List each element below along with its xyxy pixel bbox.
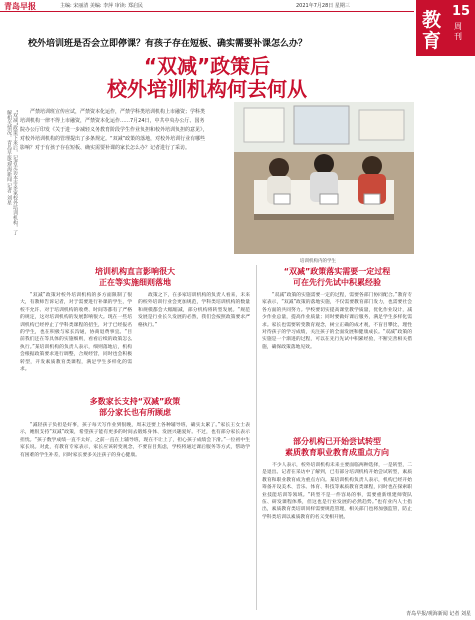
section2-body	[20, 422, 250, 608]
right-heading2-line1: 部分机构已开始尝试转型	[293, 437, 381, 446]
footer-credit: 青岛早报/观海新闻 记者 刘星	[406, 611, 471, 617]
section1-body	[20, 292, 132, 390]
section1-heading-line2: 正在等实施细则落地	[99, 278, 171, 287]
column-rule	[256, 265, 257, 610]
section-badge	[416, 0, 475, 56]
right-paragraph2: 不少人表示，校外培训机构未来主要面临两种选择，一是转型，二是退出。记者在采访中了解到，已有部分培训机构开始尝试转型，素质教育和职业教育成为重点方向。某培训机构负责人表示，机构已经开始筹备开设美术、音乐、体育、科技等素质教育类课程，同时也在探索职业技能培训等领域。“转型不是一件容易的事，需要重新组建师资队伍、研发课程体系，但这也是行业发展的必然趋势。”也有业内人士指出，素质教育类培训同样需要规范管理，相关部门也将加强监管，防止学科类培训以素质教育的名义变相开展。	[262, 463, 412, 520]
right-paragraph1: “双减”政策的实施需要一定的过程，需要各部门协同配合。”教育专家表示，“双减”政策的落地实施，不仅需要教育部门发力，也需要社会各方面的共同努力。学校要切实提高课堂教学质量，优化作业设计，减少作业总量，提高作业质量；同时要做好课后服务，满足学生多样化需求。家长也需要转变教育观念，树立正确的成才观，不盲目攀比，理性对待孩子的学习成绩，关注孩子的全面发展和健康成长。“双减”政策的实施是一个渐进的过程，可以在先行先试中积累经验，不断完善相关措施，确保政策落地见效。	[262, 293, 412, 350]
right-heading2-line2: 素质教育职业教育成重点方向	[285, 448, 389, 457]
section2-heading-line1: 多数家长支持“双减”政策	[89, 397, 181, 406]
classroom-photo	[234, 102, 414, 254]
issue-date: 2021年7月28日 星期三	[296, 3, 350, 9]
lead-paragraph: 严禁培训班宣传应试，严禁资本化运作，严禁学科类培训机构上市融资；学科类培训机构一律不得上市融资，严禁资本化运作……7月24日，中共中央办公厅、国务院办公厅印发《关于进一步减轻义务教育阶段学生作业负担和校外培训负担的意见》，对校外培训机构的管理提出了多条规定。“双减”政策的落地，对校外培训行业有哪些影响？对于有孩子存在短板、确实需要补课的家长怎么办？记者进行了采访。	[20, 109, 208, 151]
photo-caption: 培训机构内的学生	[300, 259, 336, 264]
editor-line: 主编: 宋丽清 美编: 李萍 审读: 郑启民	[60, 3, 144, 9]
article-kicker: 校外培训班是否会立即停课？有孩子存在短板、确实需要补课怎么办？	[28, 39, 308, 49]
middle-paragraph: 政策之下，在多家培训机构的负责人看来，未来的校外培训行业会更加规范，学科类培训机构的数量和规模都会大幅缩减，部分机构将转型发展。“规范发展是行业长久发展的必然，我们会按照政策要求严格执行。”	[138, 293, 250, 328]
page-header	[0, 0, 475, 12]
header-divider	[0, 11, 414, 12]
issue-word: 周刊	[454, 22, 462, 41]
right-body1	[262, 292, 412, 430]
section2-paragraph: “减轻孩子负担是好事，孩子每天写作业到很晚，周末还要上各种辅导班，确实太累了。”家长王女士表示，她很支持“双减”政策，希望孩子能有更多的时间去锻炼身体、发展兴趣爱好。不过，也有部分家长表示担忧。“孩子数学成绩一直不太好，之前一直在上辅导班，现在不让上了，担心孩子成绩会下滑。”一位初中生家长说。对此，有教育专家表示，家长应该转变观念，不要盲目焦虑，学校将通过课后服务等方式，帮助学有困难的学生补差，同时家长要多关注孩子的身心健康。	[20, 423, 250, 458]
right-heading1-line1: “双减”政策落实需要一定过程	[283, 267, 391, 276]
newspaper-logo: 青岛早报	[4, 2, 36, 11]
byline: “双减”政策下来后，记者走访本市多家校外培训机构，了解相关情况。青岛早报/观海新闻 记者 刘星	[6, 110, 18, 236]
right-body2	[262, 462, 412, 606]
section2-heading-line2: 部分家长也有所顾虑	[99, 408, 171, 417]
headline-line-1: “双减”政策后	[143, 54, 271, 78]
headline-line-2: 校外培训机构何去何从	[107, 77, 307, 101]
section1-paragraph: “双减”政策对校外培训机构的多方面限制了很大，有教师告诉记者，对于需要进行补课的学生，学校不允许、对于培训机构的收费、时间等都有了严格的规定，这对培训机构的发展影响很大。现在一些培训机构已经停止了学科类课程的招生，对于已经报名的学生，也在积极与家长沟通，协商退费事宜。“目前我们还在等具体的实施细则，看看后续的政策怎么执行。”某培训机构的负责人表示，细则落地后，机构会根据政策要求进行调整，合规经营，同时也会积极转型，开发素质教育类课程，满足学生多样化的需求。	[20, 293, 132, 373]
middle-body	[138, 292, 250, 390]
section-name: 教育	[422, 9, 442, 52]
issue-number: 15	[452, 4, 471, 19]
right-heading1-line2: 可在先行先试中积累经验	[293, 278, 381, 287]
section1-heading-line1: 培训机构直言影响很大	[95, 267, 175, 276]
